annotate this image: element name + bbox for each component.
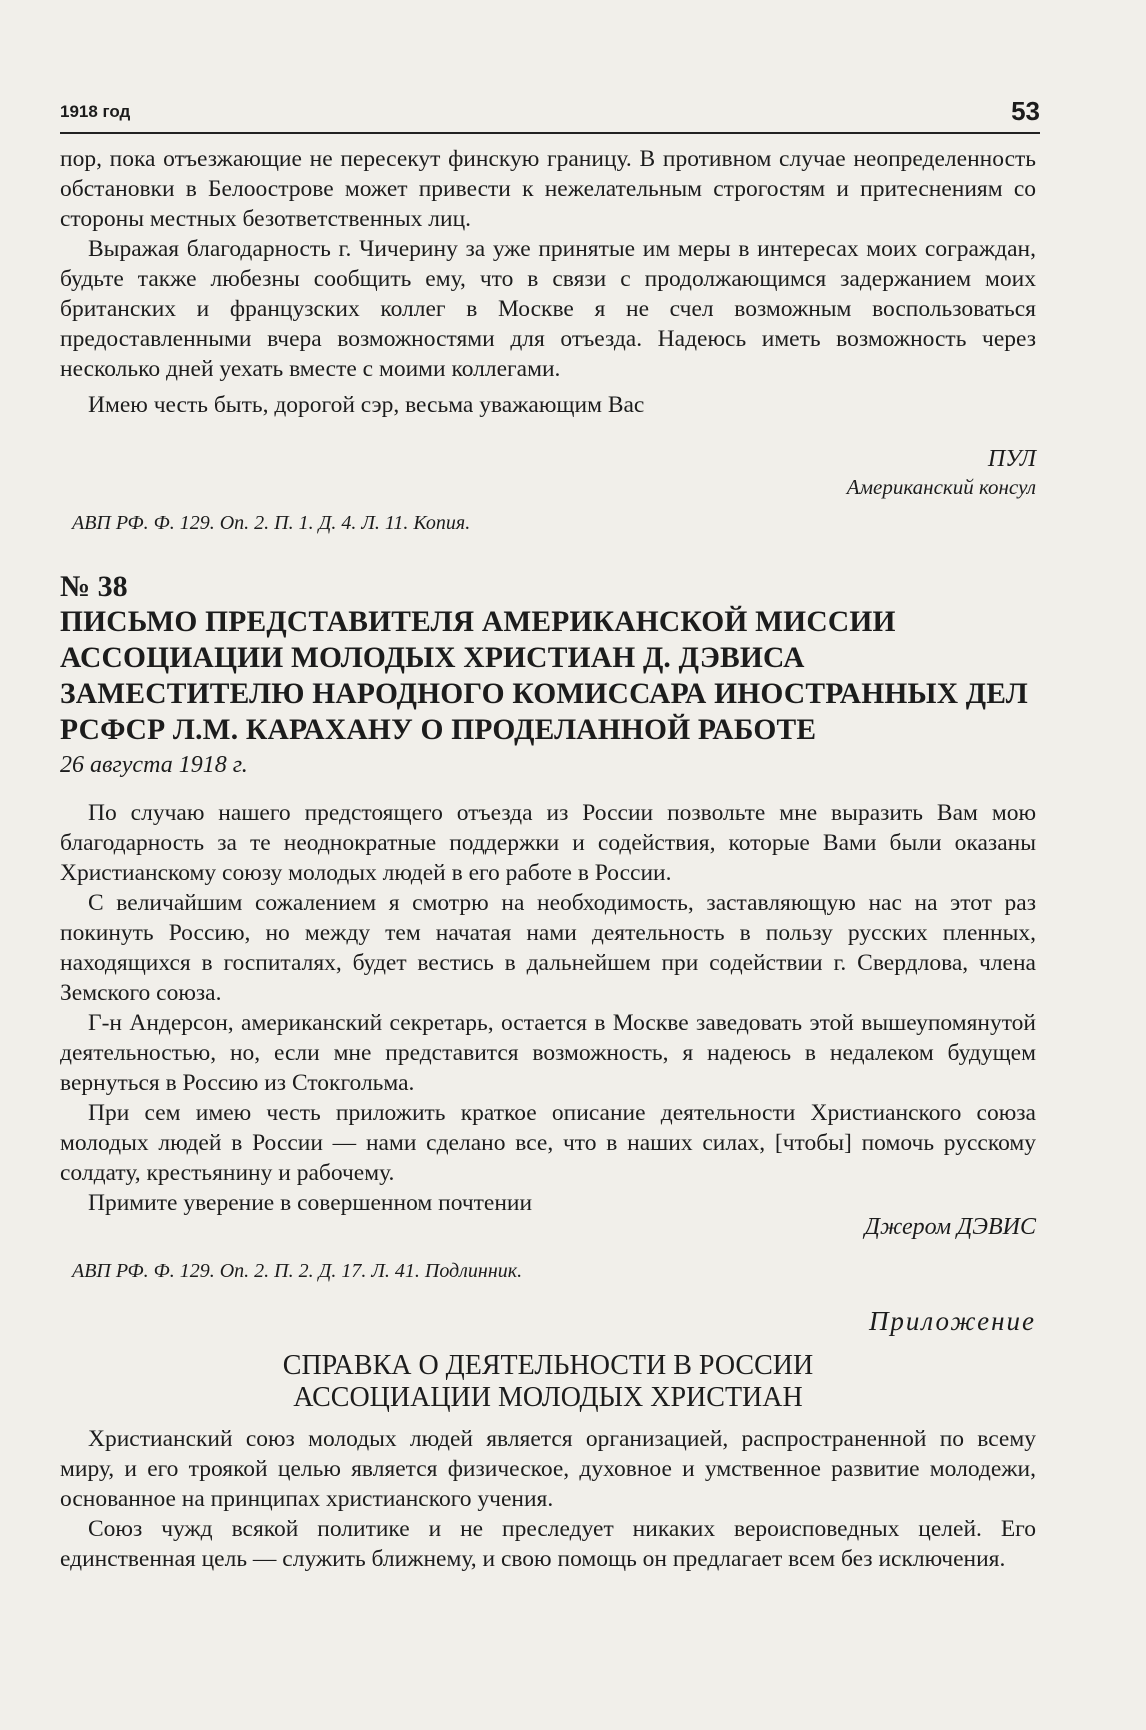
signature-role: Американский консул [846,475,1036,499]
signature-pool [60,446,1036,500]
paragraph: При сем имею честь приложить краткое описание деятельности Христианского союза молодых людей в России — нами сделано все, что в наших силах, [чтобы] помочь русскому солдату, крестьянину и рабочему. [60,1100,1036,1186]
document-date: 26 августа 1918 г. [60,752,248,778]
archive-reference: АВП РФ. Ф. 129. Оп. 2. П. 2. Д. 17. Л. 41. Подлинник. [72,1260,523,1282]
archive-reference: АВП РФ. Ф. 129. Оп. 2. П. 1. Д. 4. Л. 11. Копия. [72,512,471,534]
appendix-label: Приложение [868,1306,1036,1336]
letter-body [60,798,1036,1218]
document-number: № 38 [60,570,128,603]
paragraph: С величайшим сожалением я смотрю на необходимость, заставляющую нас на этот раз покинуть Россию, но между тем начатая нами деятельность в пользу русских пленных, находящихся в госпиталях, будет вестись в дальнейшем при содействии г. Свердлова, члена Земского союза. [60,890,1036,1006]
appendix-title-line: СПРАВКА О ДЕЯТЕЛЬНОСТИ В РОССИИ [282,1350,814,1381]
paragraph: Союз чужд всякой политике и не преследует никаких вероисповедных целей. Его единственная цель — служить ближнему, и свою помощь он предлагает всем без исключения. [60,1516,1036,1572]
signature-name: ПУЛ [987,446,1036,472]
paragraph: Выражая благодарность г. Чичерину за уже принятые им меры в интересах моих сограждан, будьте также любезны сообщить ему, что в связи с продолжающимся задержанием моих британских и французских коллег в Москве я не счел возможным воспользоваться предоставленными вчера возможностями для отъезда. Надеюсь иметь возможность через несколько дней уехать вместе с моими коллегами. [60,236,1036,382]
header-year: 1918 год [60,102,131,121]
paragraph: Г-н Андерсон, американский секретарь, остается в Москве заведовать этой вышеупомянутой деятельностью, но, если мне представится возможность, я надеюсь в недалеком будущем вернуться в Россию из Стокгольма. [60,1010,1036,1096]
signature-davis [60,1214,1036,1241]
signature-name: Джером ДЭВИС [864,1214,1036,1240]
document-title: ПИСЬМО ПРЕДСТАВИТЕЛЯ АМЕРИКАНСКОЙ МИССИИ АССОЦИАЦИИ МОЛОДЫХ ХРИСТИАН Д. ДЭВИСА ЗАМЕСТИТЕЛЮ НАРОДНОГО КОМИССАРА ИНОСТРАННЫХ ДЕЛ РСФСР Л.М. КАРАХАНУ О ПРОДЕЛАННОЙ РАБОТЕ [60,606,1028,746]
appendix-body [60,1424,1036,1574]
closing-formula: Примите уверение в совершенном почтении [88,1190,533,1216]
paragraph: Христианский союз молодых людей является организацией, распространенной по всему миру, и его троякой целью является физическое, духовное и умственное развитие молодежи, основанное на принципах христианского учения. [60,1426,1036,1512]
paragraph: По случаю нашего предстоящего отъезда из России позвольте мне выразить Вам мою благодарность за те неоднократные поддержки и содействия, которые Вами были оказаны Христианскому союзу молодых людей в его работе в России. [60,800,1036,886]
page-number: 53 [1011,96,1040,126]
previous-letter-ending [60,144,1036,420]
appendix-title [60,1350,1036,1414]
paragraph: пор, пока отъезжающие не пересекут финскую границу. В противном случае неопределенность обстановки в Белоострове может привести к нежелательным строгостям и притеснениям со стороны местных безответственных лиц. [60,146,1036,232]
closing-formula: Имею честь быть, дорогой сэр, весьма уважающим Вас [88,392,645,418]
appendix-title-line: АССОЦИАЦИИ МОЛОДЫХ ХРИСТИАН [293,1382,803,1413]
running-header [60,96,1040,134]
